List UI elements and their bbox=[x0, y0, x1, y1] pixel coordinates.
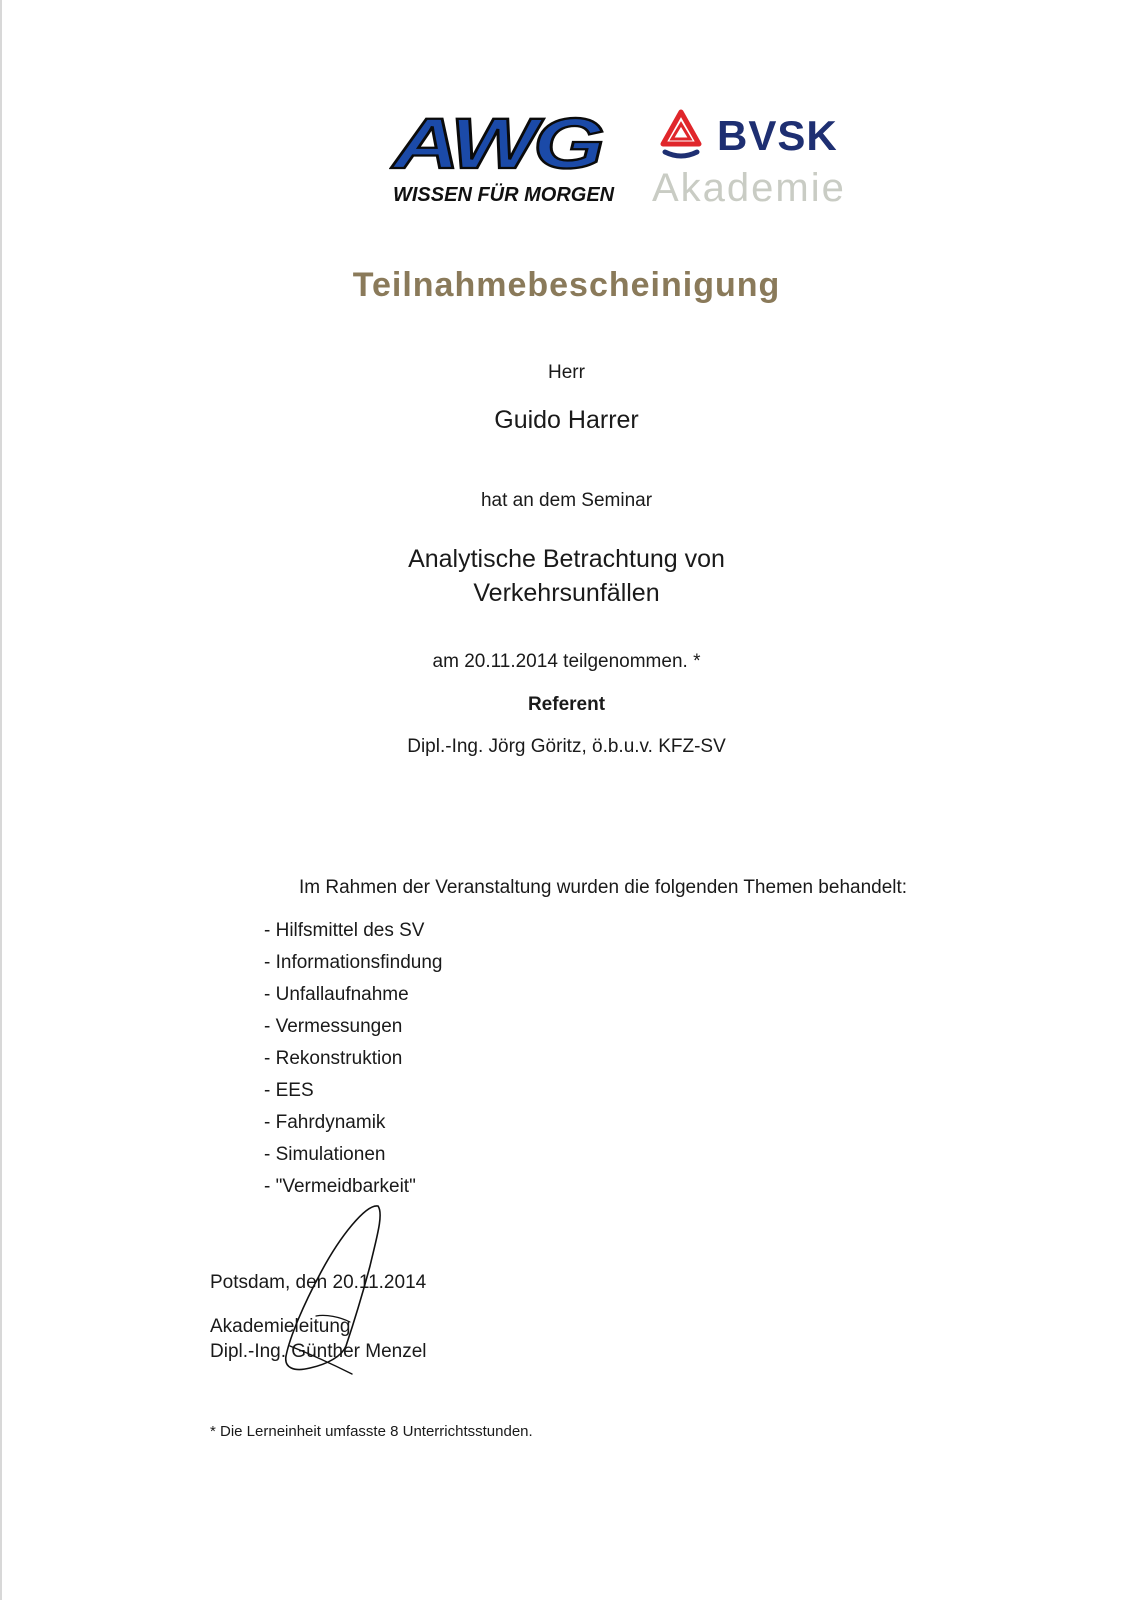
topic-item: - EES bbox=[264, 1080, 314, 1101]
signer-name: Dipl.-Ing. Günther Menzel bbox=[210, 1341, 427, 1362]
awg-wordmark: AWG bbox=[393, 104, 601, 184]
referent-label: Referent bbox=[527, 694, 606, 715]
referent-name: Dipl.-Ing. Jörg Göritz, ö.b.u.v. KFZ-SV bbox=[407, 736, 726, 757]
topics-intro: Im Rahmen der Veranstaltung wurden die folgenden Themen behandelt: bbox=[299, 877, 908, 898]
topic-item: - Unfallaufnahme bbox=[264, 984, 409, 1005]
topic-item: - Simulationen bbox=[264, 1144, 386, 1165]
topic-item: - Rekonstruktion bbox=[264, 1048, 403, 1069]
topic-item: - Hilfsmittel des SV bbox=[264, 920, 425, 941]
topics-list bbox=[264, 919, 443, 1207]
attendance-date: am 20.11.2014 teilgenommen. * bbox=[432, 651, 701, 672]
place-date: Potsdam, den 20.11.2014 bbox=[210, 1272, 427, 1293]
bvsk-triangle-icon bbox=[659, 108, 703, 160]
scan-edge bbox=[0, 0, 2, 1600]
attended-intro: hat an dem Seminar bbox=[480, 490, 653, 511]
akademie-subline: Akademie bbox=[652, 166, 846, 210]
footnote: * Die Lerneinheit umfasste 8 Unterrichtsstunden. bbox=[210, 1423, 533, 1440]
topic-item: - Vermessungen bbox=[264, 1016, 403, 1037]
awg-tagline: WISSEN FÜR MORGEN bbox=[393, 184, 615, 206]
certificate-title: Teilnahmebescheinigung bbox=[352, 266, 781, 304]
seminar-title-line-1: Analytische Betrachtung von bbox=[408, 545, 725, 573]
handwritten-signature bbox=[270, 1196, 400, 1376]
signer-role: Akademieleitung bbox=[210, 1316, 351, 1337]
participant-name: Guido Harrer bbox=[494, 406, 639, 434]
seminar-title-line-2: Verkehrsunfällen bbox=[473, 579, 660, 607]
salutation: Herr bbox=[548, 362, 585, 383]
topic-item: - "Vermeidbarkeit" bbox=[264, 1176, 416, 1197]
topic-item: - Informationsfindung bbox=[264, 952, 443, 973]
topic-item: - Fahrdynamik bbox=[264, 1112, 386, 1133]
bvsk-wordmark: BVSK bbox=[717, 112, 838, 159]
